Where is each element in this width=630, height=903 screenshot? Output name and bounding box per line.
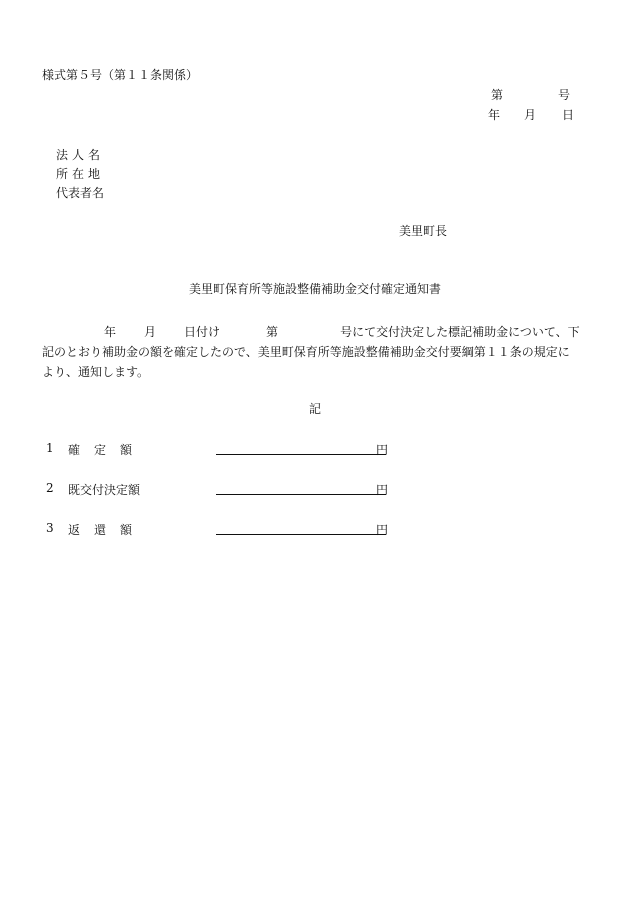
body-line-1 — [42, 322, 590, 342]
date-year-label: 年 — [488, 108, 501, 122]
item-already-granted-amount — [46, 481, 391, 497]
body-day-dated: 日付け — [184, 325, 221, 339]
doc-number-prefix: 第 — [491, 88, 504, 102]
item-number: 1 — [46, 441, 54, 455]
ki-heading: 記 — [308, 402, 321, 416]
item-refund-amount — [46, 521, 391, 537]
item-number: 2 — [46, 481, 54, 495]
body-number-prefix: 第 — [266, 325, 279, 339]
sender-mayor: 美里町長 — [399, 224, 448, 238]
amount-blank-line — [216, 521, 386, 535]
date-day-label: 日 — [562, 108, 575, 122]
item-number: 3 — [46, 521, 54, 535]
body-line-3: より、通知します。 — [42, 365, 150, 379]
amount-blank-line — [216, 441, 386, 455]
item-confirmed-amount — [46, 441, 391, 457]
doc-number-suffix: 号 — [558, 88, 571, 102]
item-label: 既交付決定額 — [68, 483, 141, 497]
item-label: 返還額 — [68, 523, 147, 537]
item-label: 確定額 — [68, 443, 147, 457]
recipient-representative: 代表者名 — [56, 186, 105, 200]
item-unit: 円 — [376, 443, 389, 457]
item-unit: 円 — [376, 523, 389, 537]
amount-blank-line — [216, 481, 386, 495]
recipient-address: 所在地 — [56, 167, 105, 181]
date-month-label: 月 — [524, 108, 537, 122]
body-year: 年 — [104, 325, 117, 339]
body-month: 月 — [144, 325, 157, 339]
recipient-corporation-name: 法人名 — [56, 148, 105, 162]
body-line-2: 記のとおり補助金の額を確定したので、美里町保育所等施設整備補助金交付要綱第１１条の規定に — [42, 345, 570, 359]
item-unit: 円 — [376, 483, 389, 497]
form-number: 様式第５号（第１１条関係） — [42, 68, 199, 82]
document-title: 美里町保育所等施設整備補助金交付確定通知書 — [188, 282, 441, 296]
body-line1-rest: 号にて交付決定した標記補助金について、下 — [340, 325, 580, 339]
body-paragraph — [42, 322, 590, 382]
